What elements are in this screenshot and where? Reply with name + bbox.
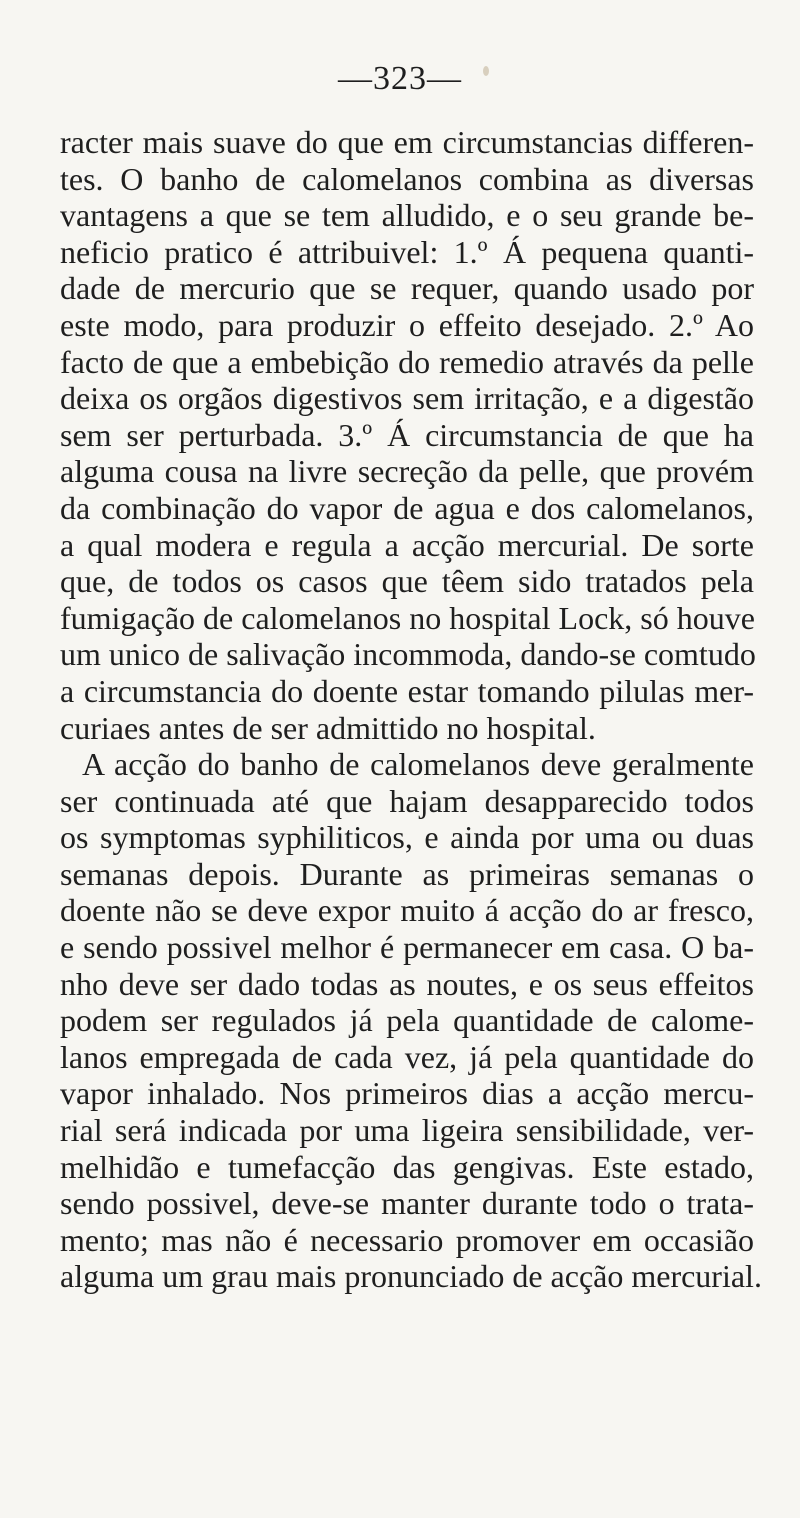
text-line: tes. O banho de calomelanos combina as diversas [60, 160, 754, 197]
text-line: facto de que a embebição do remedio através da pelle [60, 343, 754, 380]
text-line: fumigação de calomelanos no hospital Lock, só houve [60, 599, 755, 636]
text-line: sendo possivel, deve-se manter durante todo o trata- [60, 1185, 754, 1222]
text-line: vapor inhalado. Nos primeiros dias a acção mercu- [60, 1075, 754, 1112]
text-line: a qual modera e regula a acção mercurial. De sorte [60, 526, 754, 563]
text-line: rial será indicada por uma ligeira sensibilidade, ver- [60, 1112, 754, 1149]
text-line: melhidão e tumefacção das gengivas. Este estado, [60, 1148, 754, 1185]
text-line: a circumstancia do doente estar tomando pilulas mer- [60, 672, 754, 709]
text-line: vantagens a que se tem alludido, e o seu grande be- [60, 197, 754, 234]
text-line: dade de mercurio que se requer, quando usado por [60, 270, 754, 307]
text-line: este modo, para produzir o effeito desejado. 2.º Ao [60, 306, 754, 343]
text-line: os symptomas syphiliticos, e ainda por uma ou duas [60, 819, 754, 856]
text-line: mento; mas não é necessario promover em occasião [60, 1221, 754, 1258]
page-number: —323— [338, 60, 462, 97]
text-line: ser continuada até que hajam desapparecido todos [60, 782, 754, 819]
text-line: um unico de salivação incommoda, dando-se comtudo [60, 636, 756, 673]
text-line: curiaes antes de ser admittido no hospital. [60, 709, 596, 746]
ink-speck [483, 66, 489, 76]
text-line: neficio pratico é attribuivel: 1.º Á pequena quanti- [60, 233, 754, 270]
text-line: e sendo possivel melhor é permanecer em casa. O ba- [60, 929, 754, 966]
text-line: racter mais suave do que em circumstancias differen- [60, 124, 754, 160]
text-line: que, de todos os casos que têem sido tratados pela [60, 563, 754, 600]
body-text [60, 124, 762, 1295]
text-line: sem ser perturbada. 3.º Á circumstancia de que ha [60, 416, 754, 453]
text-line: alguma um grau mais pronunciado de acção mercurial. [60, 1258, 762, 1295]
text-line: da combinação do vapor de agua e dos calomelanos, [60, 489, 754, 526]
text-line: podem ser regulados já pela quantidade de calome- [60, 1002, 754, 1039]
text-line: semanas depois. Durante as primeiras semanas o [60, 855, 754, 892]
text-line: doente não se deve expor muito á acção do ar fresco, [60, 892, 754, 929]
text-line: alguma cousa na livre secreção da pelle, que provém [60, 453, 754, 490]
text-line: lanos empregada de cada vez, já pela quantidade do [60, 1038, 754, 1075]
text-line: nho deve ser dado todas as noutes, e os seus effeitos [60, 965, 754, 1002]
text-line: deixa os orgãos digestivos sem irritação, e a digestão [60, 380, 754, 417]
text-line: A acção do banho de calomelanos deve geralmente [82, 746, 754, 783]
